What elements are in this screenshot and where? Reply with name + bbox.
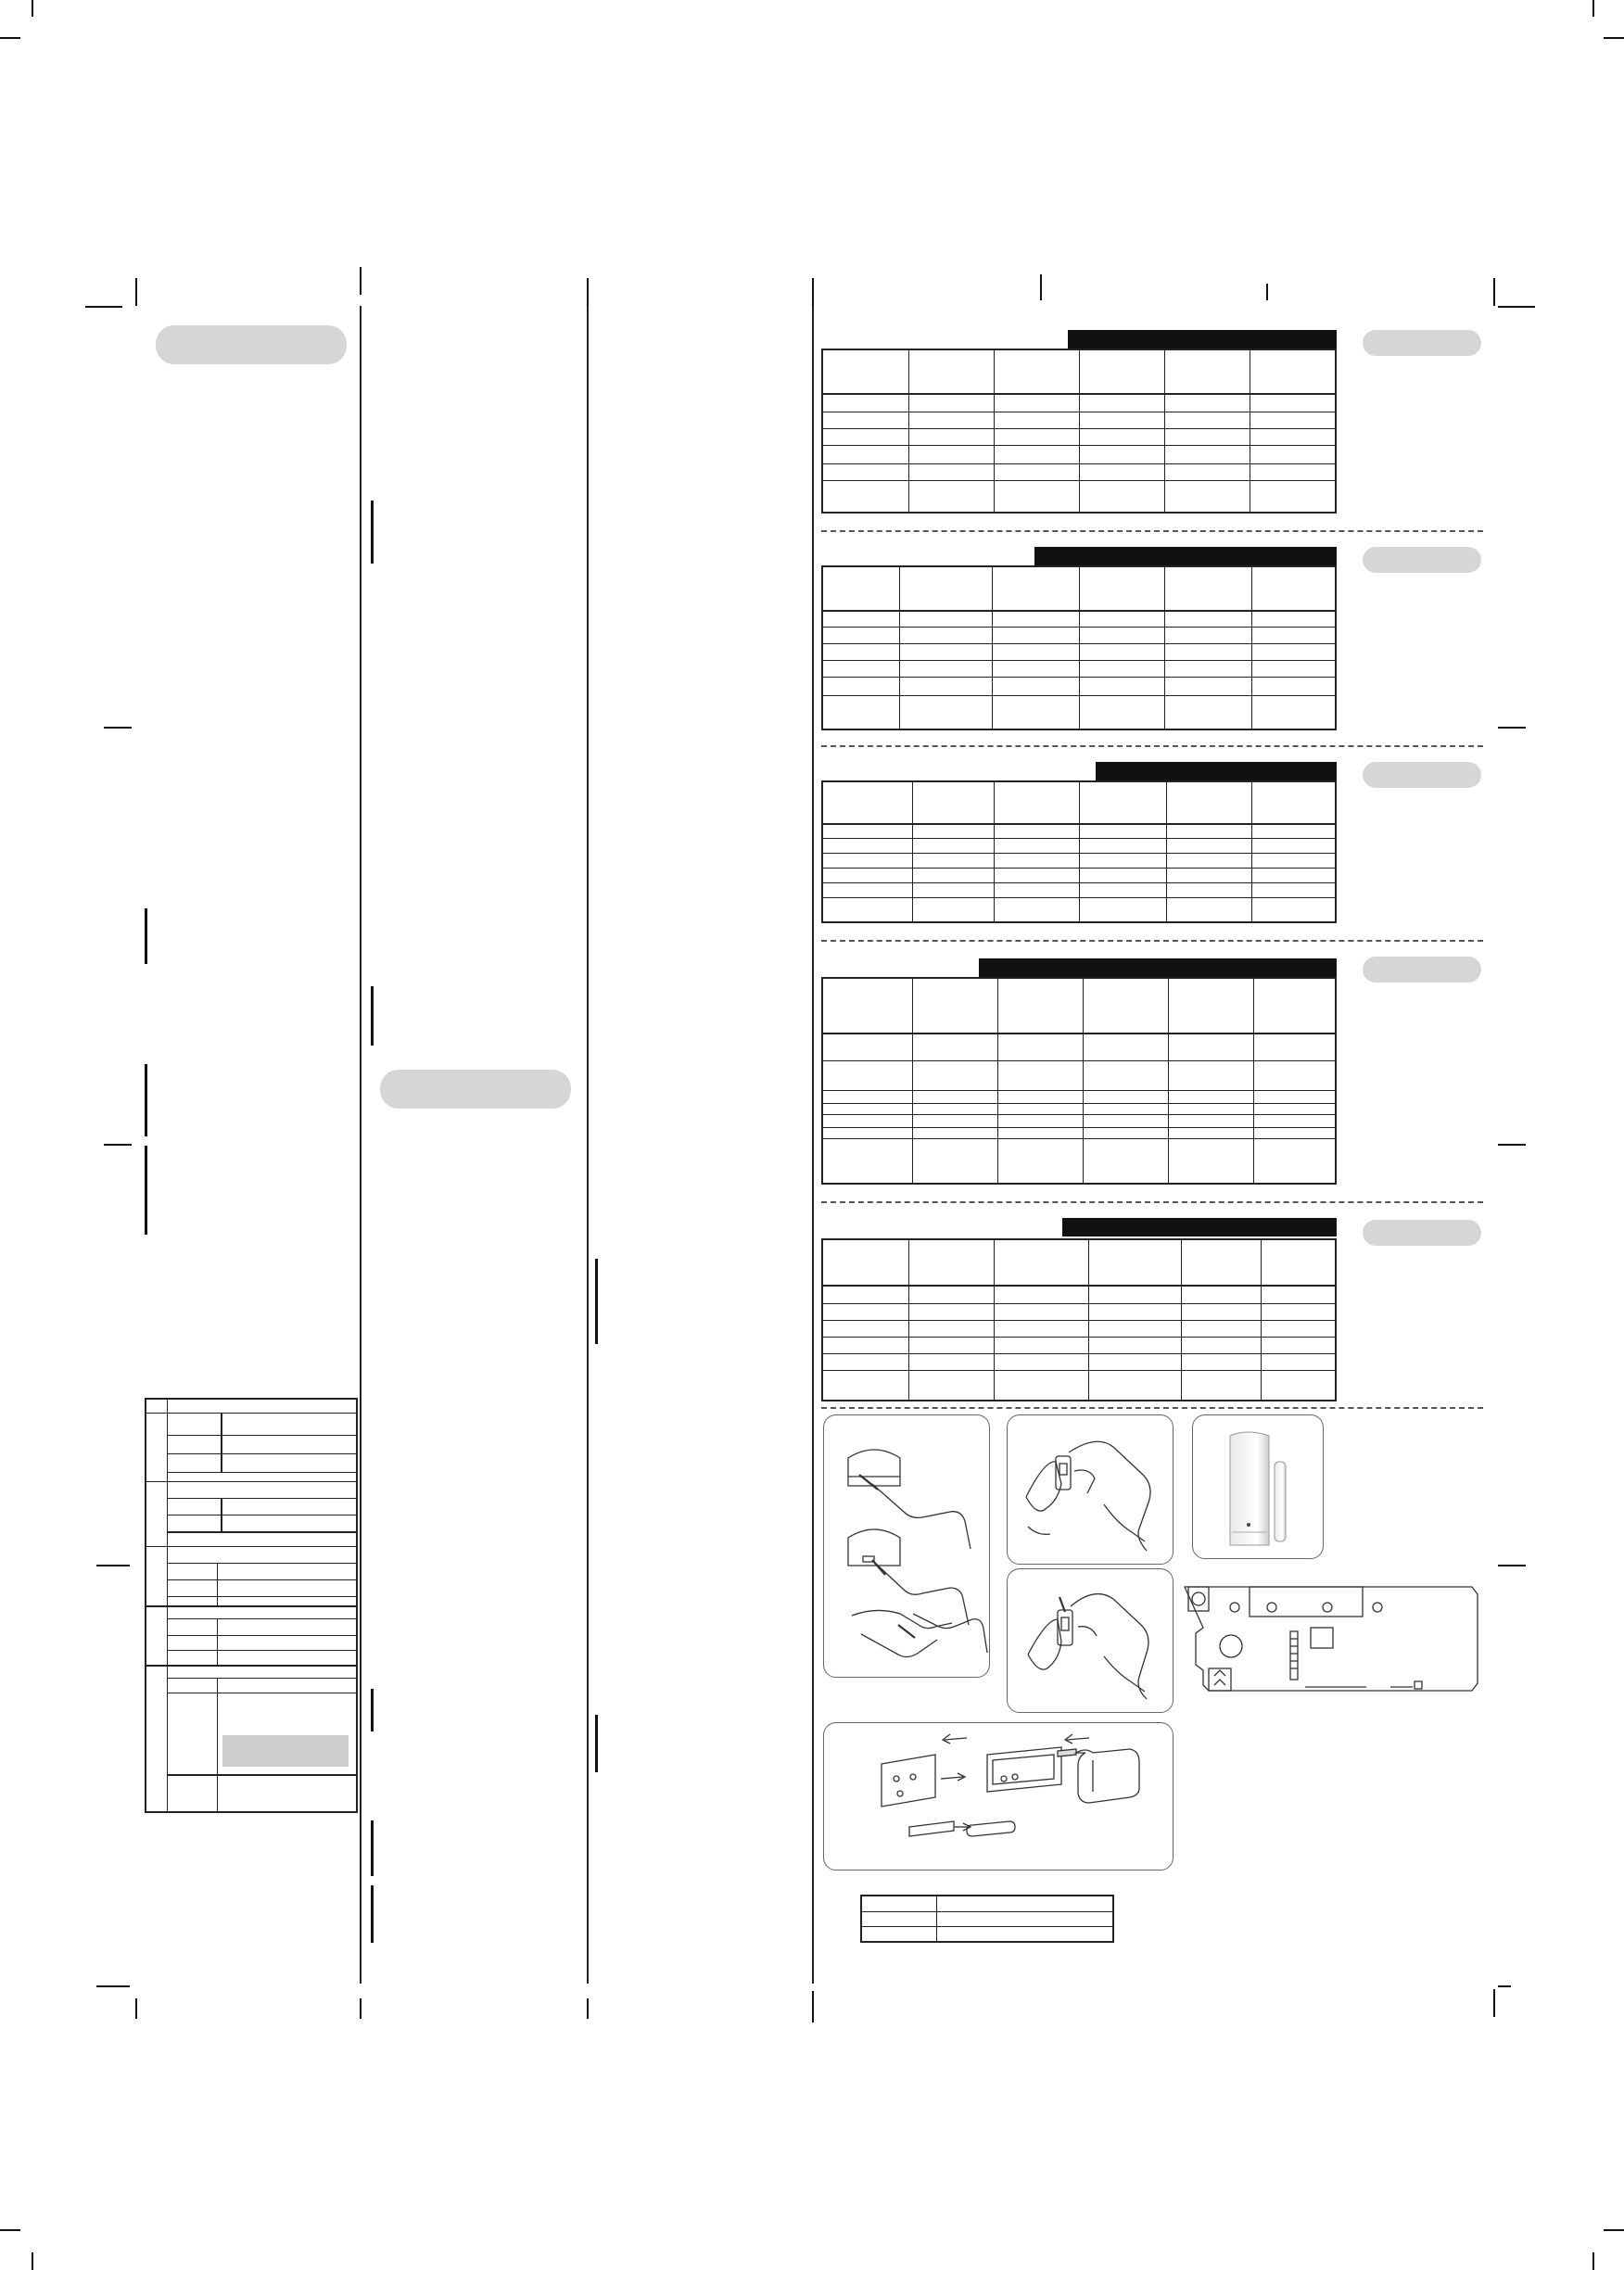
table-divider xyxy=(146,1481,356,1482)
data-table xyxy=(821,349,1337,514)
table-divider xyxy=(167,1453,356,1454)
table-divider xyxy=(146,1413,356,1414)
trim-mark xyxy=(1498,1985,1511,1987)
illustration-panel xyxy=(1007,1568,1174,1713)
table-divider xyxy=(167,1435,356,1436)
section-tab xyxy=(380,1070,571,1109)
section-header-bar xyxy=(1062,1218,1337,1236)
trim-mark xyxy=(360,267,362,295)
margin-rule xyxy=(595,1259,598,1344)
module-removal-illustration xyxy=(1008,1569,1173,1712)
table-divider xyxy=(823,897,1335,898)
table-divider xyxy=(167,1650,356,1651)
fold-line xyxy=(812,306,814,1984)
table-divider xyxy=(217,1678,218,1813)
section-header-bar xyxy=(1096,762,1337,780)
table-divider xyxy=(823,1353,1335,1354)
table-divider xyxy=(912,979,913,1183)
section-separator xyxy=(821,745,1483,747)
table-divider xyxy=(1079,782,1080,921)
table-divider xyxy=(823,868,1335,869)
crop-mark xyxy=(32,2252,33,2270)
trim-mark xyxy=(1498,1565,1526,1566)
table-divider xyxy=(908,350,909,512)
crop-mark xyxy=(0,37,20,39)
table-divider xyxy=(823,1285,1335,1287)
table-divider xyxy=(912,782,913,921)
trim-mark xyxy=(1493,278,1495,306)
margin-rule xyxy=(371,1820,374,1876)
table-divider xyxy=(167,1531,356,1533)
specification-table xyxy=(145,1398,358,1813)
trim-mark xyxy=(1498,1144,1526,1146)
section-header-bar xyxy=(979,958,1337,977)
trim-mark xyxy=(135,278,137,306)
table-divider xyxy=(1083,979,1084,1183)
table-divider xyxy=(146,1546,356,1547)
table-divider xyxy=(994,350,995,512)
trim-mark xyxy=(1266,284,1268,300)
trim-mark xyxy=(104,727,132,729)
exploded-mounting-illustration xyxy=(824,1723,1173,1870)
crop-mark xyxy=(32,0,33,17)
table-divider xyxy=(823,463,1335,464)
table-divider xyxy=(823,1114,1335,1115)
trim-mark xyxy=(1498,306,1535,308)
table-divider xyxy=(823,882,1335,883)
table-divider xyxy=(823,838,1335,839)
trim-mark xyxy=(360,1998,362,2019)
trim-mark xyxy=(587,1998,589,2019)
margin-rule xyxy=(595,1715,598,1772)
table-divider xyxy=(146,1605,356,1607)
table-divider xyxy=(1168,979,1169,1183)
table-divider xyxy=(823,677,1335,678)
table-divider xyxy=(823,1303,1335,1304)
table-divider xyxy=(823,1127,1335,1128)
table-divider xyxy=(1251,567,1252,729)
table-divider xyxy=(1079,567,1080,729)
table-divider xyxy=(862,1911,1112,1912)
data-table xyxy=(821,1238,1337,1401)
trim-mark xyxy=(1040,274,1042,300)
table-divider xyxy=(823,610,1335,612)
table-divider xyxy=(823,695,1335,696)
data-table xyxy=(821,565,1337,730)
table-divider xyxy=(221,1498,222,1531)
illustration-panel xyxy=(823,1722,1174,1871)
table-divider xyxy=(823,1320,1335,1321)
table-divider xyxy=(823,1090,1335,1091)
section-tab xyxy=(1363,547,1481,573)
table-divider xyxy=(823,853,1335,854)
table-divider xyxy=(823,445,1335,446)
trim-mark xyxy=(587,278,589,306)
table-divider xyxy=(167,1472,356,1473)
table-divider xyxy=(1253,979,1254,1183)
table-divider xyxy=(167,1774,356,1776)
crop-mark xyxy=(0,2229,20,2231)
bottom-table xyxy=(860,1895,1114,1943)
fold-line xyxy=(587,306,589,1984)
table-divider xyxy=(167,1618,356,1619)
illustration-panel xyxy=(1192,1414,1324,1559)
table-divider xyxy=(823,1337,1335,1338)
margin-rule xyxy=(145,1146,147,1235)
table-divider xyxy=(1166,782,1167,921)
section-separator xyxy=(821,530,1483,532)
section-tab xyxy=(1363,762,1481,788)
data-table xyxy=(821,780,1337,923)
table-divider xyxy=(992,567,993,729)
illustration-panel xyxy=(823,1414,990,1678)
table-divider xyxy=(823,1060,1335,1061)
screwdriver-steps-illustration xyxy=(824,1415,989,1677)
section-separator xyxy=(821,1201,1483,1203)
trim-mark xyxy=(135,1998,137,2019)
crop-mark xyxy=(1592,2252,1594,2270)
section-tab xyxy=(1363,957,1481,983)
crop-mark xyxy=(1604,2229,1624,2231)
table-divider xyxy=(217,1563,218,1605)
section-tab xyxy=(1363,330,1481,356)
circuit-board-diagram xyxy=(1181,1581,1485,1702)
trim-mark xyxy=(96,1985,130,1987)
trim-mark xyxy=(1493,1989,1495,2017)
table-divider xyxy=(823,1138,1335,1139)
table-divider xyxy=(1164,350,1165,512)
fold-line xyxy=(360,306,362,1984)
door-contact-product-photo xyxy=(1193,1415,1323,1558)
section-separator xyxy=(821,1407,1483,1409)
table-divider xyxy=(823,823,1335,825)
table-divider xyxy=(221,1413,222,1472)
trim-mark xyxy=(104,1144,132,1146)
table-divider xyxy=(167,1498,356,1499)
trim-mark xyxy=(812,278,814,306)
margin-rule xyxy=(371,1885,374,1943)
table-divider xyxy=(994,782,995,921)
table-divider xyxy=(823,1103,1335,1104)
trim-mark xyxy=(1498,727,1526,729)
trim-mark xyxy=(85,306,122,308)
table-divider xyxy=(823,393,1335,395)
table-divider xyxy=(899,567,900,729)
table-divider xyxy=(823,1033,1335,1034)
table-divider xyxy=(167,1596,356,1597)
table-divider xyxy=(823,627,1335,628)
table-divider xyxy=(823,480,1335,481)
section-header-bar xyxy=(1034,547,1337,565)
shaded-cell xyxy=(222,1735,349,1767)
table-divider xyxy=(823,643,1335,644)
table-divider xyxy=(823,428,1335,429)
margin-rule xyxy=(371,501,374,564)
table-divider xyxy=(823,660,1335,661)
section-tab xyxy=(156,325,347,364)
margin-rule xyxy=(371,1689,374,1731)
table-divider xyxy=(167,1635,356,1636)
crop-mark xyxy=(1592,0,1594,17)
table-divider xyxy=(146,1665,356,1667)
table-divider xyxy=(997,979,998,1183)
data-table xyxy=(821,977,1337,1185)
margin-rule xyxy=(145,1064,147,1136)
battery-insertion-illustration xyxy=(1008,1415,1173,1564)
illustration-panel xyxy=(1007,1414,1174,1565)
table-divider xyxy=(1251,782,1252,921)
table-divider xyxy=(167,1579,356,1580)
table-divider xyxy=(936,1896,937,1941)
table-divider xyxy=(862,1926,1112,1927)
margin-rule xyxy=(145,908,147,964)
section-tab xyxy=(1363,1220,1481,1246)
trim-mark xyxy=(812,1991,814,2023)
section-separator xyxy=(821,940,1483,942)
trim-mark xyxy=(96,1565,130,1566)
table-divider xyxy=(1079,350,1080,512)
table-divider xyxy=(1164,567,1165,729)
table-divider xyxy=(823,1370,1335,1371)
margin-rule xyxy=(371,986,374,1046)
table-divider xyxy=(167,1563,356,1564)
table-divider xyxy=(217,1618,218,1665)
section-header-bar xyxy=(1068,330,1337,349)
crop-mark xyxy=(1604,37,1624,39)
table-divider xyxy=(167,1678,356,1679)
